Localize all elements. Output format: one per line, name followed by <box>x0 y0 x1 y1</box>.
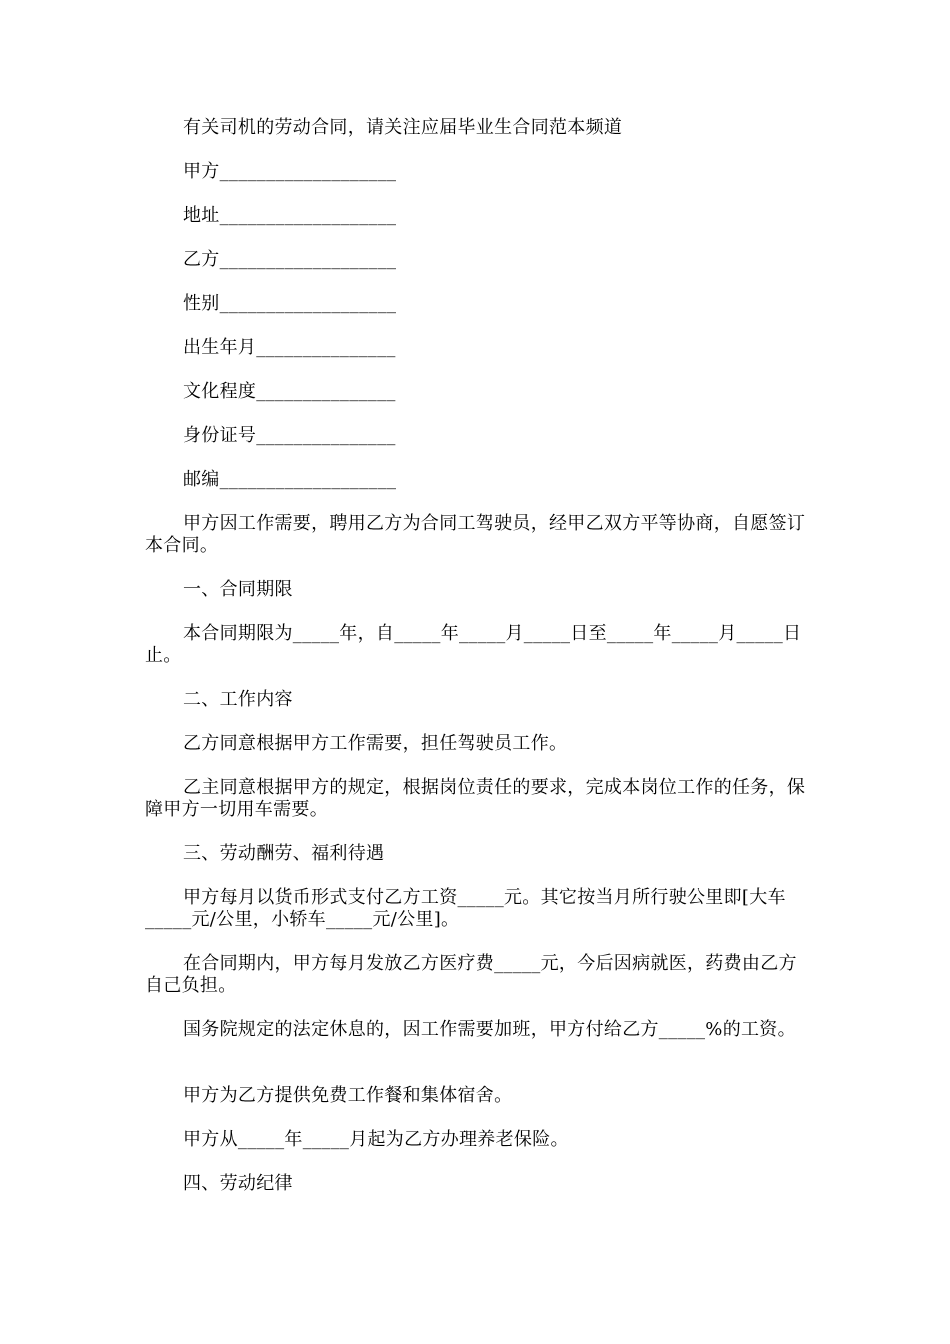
heading-contract-term: 一、合同期限 <box>183 579 293 600</box>
paragraph-job-duty: 乙主同意根据甲方的规定，根据岗位责任的要求，完成本岗位工作的任务，保障甲方一切用车需要。 <box>145 777 806 820</box>
field-postcode: 邮编___________________ <box>183 469 397 490</box>
paragraph-pension: 甲方从_____年_____月起为乙方办理养老保险。 <box>183 1129 569 1150</box>
field-birth-date: 出生年月_______________ <box>183 337 396 358</box>
paragraph-overtime: 国务院规定的法定休息的，因工作需要加班，甲方付给乙方_____%的工资。 <box>183 1019 796 1040</box>
paragraph-driver-duty: 乙方同意根据甲方工作需要，担任驾驶员工作。 <box>183 733 568 754</box>
paragraph-purpose: 甲方因工作需要，聘用乙方为合同工驾驶员，经甲乙双方平等协商，自愿签订本合同。 <box>145 513 806 556</box>
field-gender: 性别___________________ <box>183 293 397 314</box>
field-education: 文化程度_______________ <box>183 381 396 402</box>
heading-work-content: 二、工作内容 <box>183 689 293 710</box>
field-party-a: 甲方___________________ <box>183 161 397 182</box>
heading-discipline: 四、劳动纪律 <box>183 1173 293 1194</box>
field-party-b: 乙方___________________ <box>183 249 397 270</box>
field-id-number: 身份证号_______________ <box>183 425 396 446</box>
paragraph-salary: 甲方每月以货币形式支付乙方工资_____元。其它按当月所行驶公里即[大车_____元/公里，小轿车_____元/公里]。 <box>145 887 786 930</box>
paragraph-meals-dorm: 甲方为乙方提供免费工作餐和集体宿舍。 <box>183 1085 513 1106</box>
heading-remuneration: 三、劳动酬劳、福利待遇 <box>183 843 385 864</box>
field-address: 地址___________________ <box>183 205 397 226</box>
paragraph-contract-term: 本合同期限为_____年，自_____年_____月_____日至_____年_____月_____日止。 <box>145 623 802 666</box>
intro-line: 有关司机的劳动合同，请关注应届毕业生合同范本频道 <box>183 117 623 138</box>
paragraph-medical: 在合同期内，甲方每月发放乙方医疗费_____元，今后因病就医，药费由乙方自己负担。 <box>145 953 797 996</box>
